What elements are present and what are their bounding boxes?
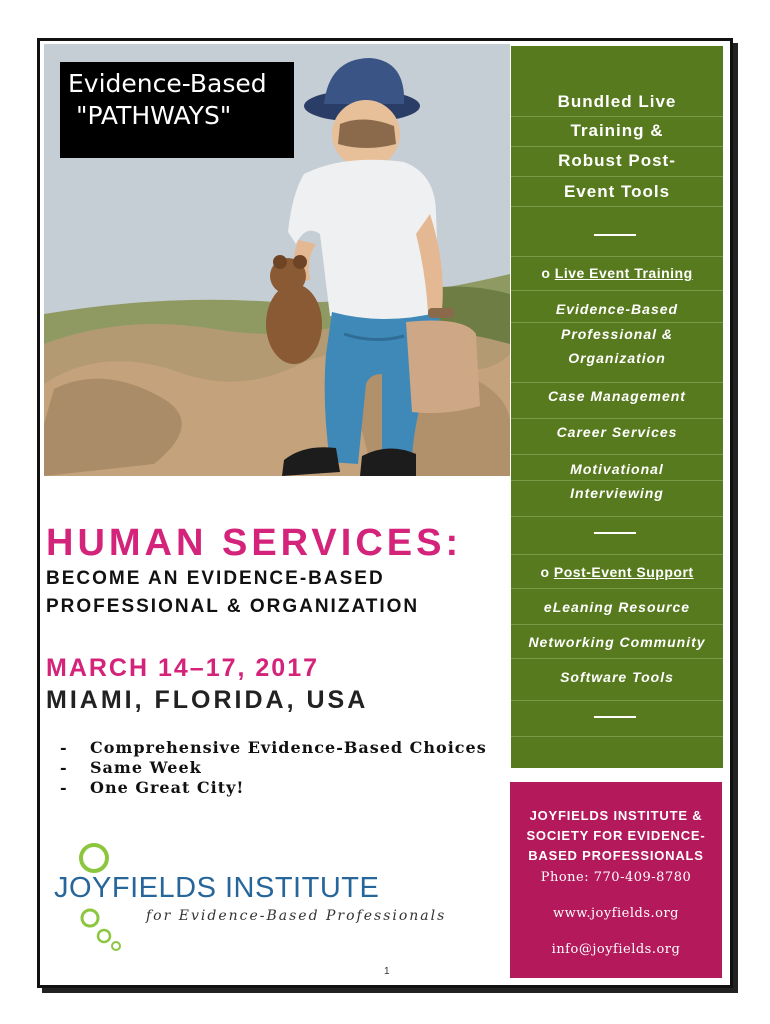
- divider-dash: [594, 716, 636, 718]
- sidebar-item: Interviewing: [570, 485, 664, 501]
- list-item: - One Great City!: [60, 778, 245, 797]
- section-post-event-support: [511, 564, 723, 580]
- sidebar-heading-line: Event Tools: [563, 182, 671, 201]
- green-sidebar: [511, 46, 723, 768]
- list-item: - Same Week: [60, 758, 202, 777]
- sidebar-heading-line: Robust Post-: [558, 151, 676, 170]
- page-number: 1: [384, 966, 390, 977]
- sidebar-item: Case Management: [548, 388, 686, 404]
- list-item: - Comprehensive Evidence-Based Choices: [60, 738, 487, 757]
- main-subheading-line: PROFESSIONAL & ORGANIZATION: [46, 596, 420, 617]
- sidebar-item: Networking Community: [528, 634, 706, 650]
- divider-dash: [594, 532, 636, 534]
- contact-email-link[interactable]: info@joyfields.org: [551, 942, 681, 957]
- bullet-marker: o: [540, 564, 550, 580]
- sidebar-item: Career Services: [556, 424, 678, 440]
- sidebar-item: Motivational: [570, 461, 664, 477]
- section-live-event-training: [511, 265, 723, 281]
- section-label: Live Event Training: [554, 265, 693, 281]
- bullet-marker: o: [541, 265, 551, 281]
- sidebar-item: Software Tools: [560, 669, 674, 685]
- logo-name: JOYFIELDS INSTITUTE: [54, 872, 380, 904]
- main-heading: HUMAN SERVICES:: [46, 522, 463, 564]
- contact-box: [510, 782, 722, 978]
- sidebar-item: Evidence-Based: [555, 301, 679, 317]
- section-label: Post-Event Support: [553, 564, 694, 580]
- sidebar-item: Professional &: [560, 326, 674, 342]
- sidebar-heading-line: Bundled Live: [557, 92, 677, 111]
- contact-organization: JOYFIELDS INSTITUTE & SOCIETY FOR EVIDENCE- BASED PROFESSIONALS: [526, 808, 706, 863]
- feature-bullets: [60, 738, 487, 798]
- contact-phone: Phone: 770-409-8780: [540, 870, 692, 885]
- event-date: MARCH 14–17, 2017: [46, 654, 320, 682]
- sidebar-item: eLeaning Resource: [543, 599, 691, 615]
- contact-website-link[interactable]: www.joyfields.org: [553, 906, 679, 921]
- event-location: MIAMI, FLORIDA, USA: [46, 686, 369, 714]
- main-subheading-line: BECOME AN EVIDENCE-BASED: [46, 568, 385, 589]
- sidebar-item: Organization: [568, 350, 666, 366]
- logo-tagline: for Evidence-Based Professionals: [146, 908, 447, 924]
- title-box: Evidence-Based "PATHWAYS": [60, 62, 294, 158]
- divider-dash: [594, 234, 636, 236]
- sidebar-heading-line: Training &: [570, 121, 664, 140]
